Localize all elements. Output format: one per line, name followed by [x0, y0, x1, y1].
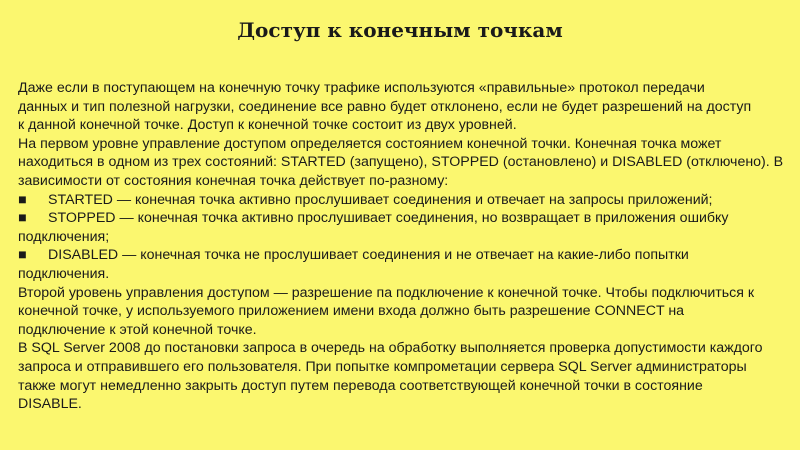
line-text: запроса и отправившего его пользователя. При попытке компрометации сервера SQL Server администраторы	[18, 358, 747, 375]
bullet-marker: ■	[18, 247, 27, 264]
text-line	[18, 98, 788, 117]
text-line	[18, 358, 788, 377]
line-text: Второй уровень управления доступом — разрешение па подключение к конечной точке. Чтобы подключиться к	[18, 284, 755, 301]
text-line	[18, 321, 788, 340]
line-text: подключение к этой конечной точке.	[18, 321, 257, 338]
bullet-marker: ■	[18, 191, 27, 208]
text-line	[18, 302, 788, 321]
text-line	[18, 284, 788, 303]
text-line	[18, 135, 788, 154]
line-text: к данной конечной точке. Доступ к конечной точке состоит из двух уровней.	[18, 117, 517, 134]
line-text: DISABLED — конечная точка не прослушивает соединения и не отвечает на какие-либо попытки	[48, 247, 689, 264]
text-line	[18, 395, 788, 414]
text-line	[18, 377, 788, 396]
line-text: конечной точке, у используемого приложением имени входа должно быть разрешение CONNECT на	[18, 303, 685, 320]
line-text: STOPPED — конечная точка активно прослушивает соединения, но возвращает в приложения ошибку	[48, 210, 729, 227]
line-text: подключения.	[18, 265, 110, 282]
line-text: подключения;	[18, 228, 110, 245]
line-text: DISABLE.	[18, 396, 82, 413]
line-text: На первом уровне управление доступом определяется состоянием конечной точки. Конечная точка может	[18, 135, 722, 152]
text-line	[18, 339, 788, 358]
text-line	[18, 172, 788, 191]
text-line	[18, 228, 788, 247]
line-text: находиться в одном из трех состояний: STARTED (запущено), STOPPED (остановлено) и DISABLED (отключено). В	[18, 154, 784, 171]
line-text: В SQL Server 2008 до постановки запроса в очередь на обработку выполняется проверка допустимости каждого	[18, 340, 763, 357]
slide-body	[18, 79, 788, 414]
bullet-line	[18, 246, 788, 265]
line-text: данных и тип полезной нагрузки, соединение все равно будет отклонено, если не будет разрешений на доступ	[18, 98, 752, 115]
line-text: Даже если в поступающем на конечную точку трафике используются «правильные» протокол передачи	[18, 80, 705, 96]
text-line	[18, 265, 788, 284]
bullet-marker: ■	[18, 210, 27, 227]
line-text: зависимости от состояния конечная точка действует по-разному:	[18, 172, 449, 189]
bullet-line	[18, 209, 788, 228]
text-line	[18, 153, 788, 172]
slide-title: Доступ к конечным точкам	[237, 18, 563, 42]
bullet-line	[18, 191, 788, 210]
text-line	[18, 116, 788, 135]
line-text: STARTED — конечная точка активно прослушивает соединения и отвечает на запросы приложений;	[48, 191, 713, 208]
line-text: также могут немедленно закрыть доступ путем перевода соответствующей конечной точки в состояние	[18, 377, 703, 394]
text-line	[18, 79, 788, 98]
